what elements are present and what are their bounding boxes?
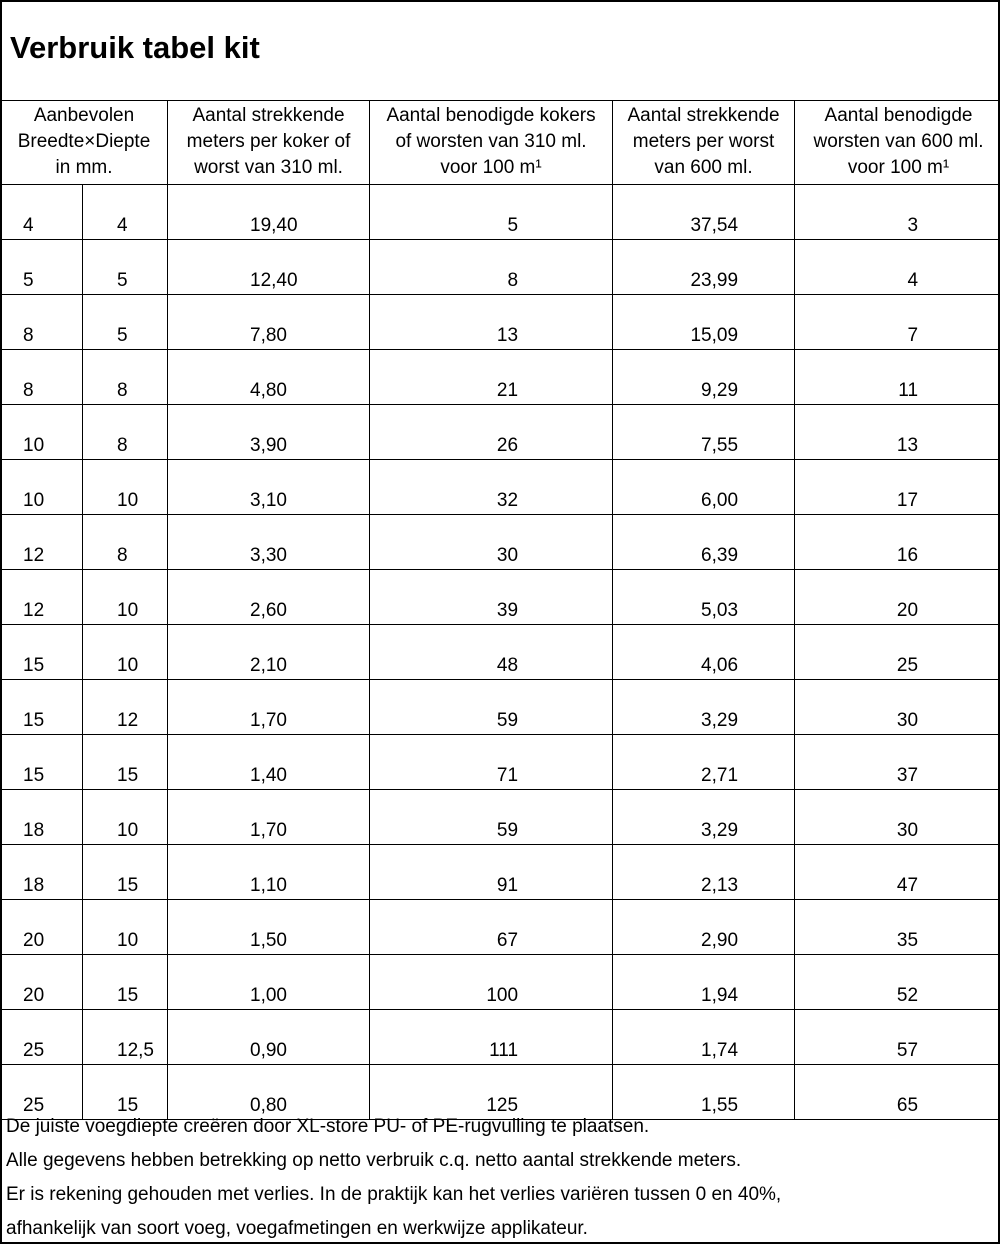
- table-row: [1, 735, 1000, 790]
- count-310-cell: 8: [370, 240, 613, 295]
- meters-600-cell: 23,99: [613, 240, 795, 295]
- depth-cell: 5: [83, 240, 168, 295]
- count-310-cell: 5: [370, 185, 613, 240]
- count-600-cell: 25: [795, 625, 1000, 680]
- table-row: [1, 405, 1000, 460]
- count-310-cell: 21: [370, 350, 613, 405]
- table-row: [1, 570, 1000, 625]
- depth-cell: 8: [83, 350, 168, 405]
- meters-600-cell: 3,29: [613, 680, 795, 735]
- meters-600-cell: 6,39: [613, 515, 795, 570]
- meters-310-cell: 3,90: [168, 405, 370, 460]
- count-600-cell: 37: [795, 735, 1000, 790]
- count-600-cell: 57: [795, 1010, 1000, 1065]
- count-310-cell: 111: [370, 1010, 613, 1065]
- footnote-line: De juiste voegdiepte creëren door XL-store PU- of PE-rugvulling te plaatsen.: [6, 1110, 781, 1144]
- footnote-line: afhankelijk van soort voeg, voegafmetingen en werkwijze applikateur.: [6, 1212, 781, 1246]
- meters-310-cell: 19,40: [168, 185, 370, 240]
- meters-310-cell: 2,10: [168, 625, 370, 680]
- depth-cell: 10: [83, 625, 168, 680]
- meters-310-cell: 7,80: [168, 295, 370, 350]
- count-310-cell: 39: [370, 570, 613, 625]
- footnote-line: Er is rekening gehouden met verlies. In de praktijk kan het verlies variëren tussen 0 en 40%,: [6, 1178, 781, 1212]
- width-cell: 12: [1, 570, 83, 625]
- meters-600-cell: 5,03: [613, 570, 795, 625]
- meters-310-cell: 1,10: [168, 845, 370, 900]
- meters-310-cell: 1,40: [168, 735, 370, 790]
- table-row: [1, 625, 1000, 680]
- depth-cell: 10: [83, 570, 168, 625]
- meters-310-cell: 12,40: [168, 240, 370, 295]
- count-600-cell: 11: [795, 350, 1000, 405]
- count-600-cell: 30: [795, 680, 1000, 735]
- header-meters-600: Aantal strekkende meters per worst van 600 ml.: [613, 101, 795, 185]
- count-600-cell: 65: [795, 1065, 1000, 1120]
- count-600-cell: 7: [795, 295, 1000, 350]
- meters-600-cell: 2,13: [613, 845, 795, 900]
- meters-600-cell: 2,71: [613, 735, 795, 790]
- meters-600-cell: 15,09: [613, 295, 795, 350]
- header-meters-310: Aantal strekkende meters per koker of worst van 310 ml.: [168, 101, 370, 185]
- meters-310-cell: 1,50: [168, 900, 370, 955]
- header-row: [1, 101, 1000, 185]
- depth-cell: 5: [83, 295, 168, 350]
- meters-600-cell: 6,00: [613, 460, 795, 515]
- table-body: [1, 185, 1000, 1120]
- depth-cell: 12: [83, 680, 168, 735]
- page-title: Verbruik tabel kit: [10, 32, 260, 63]
- meters-600-cell: 1,55: [613, 1065, 795, 1120]
- width-cell: 18: [1, 845, 83, 900]
- count-310-cell: 32: [370, 460, 613, 515]
- depth-cell: 15: [83, 955, 168, 1010]
- width-cell: 15: [1, 735, 83, 790]
- footnote-line: Alle gegevens hebben betrekking op netto verbruik c.q. netto aantal strekkende meters.: [6, 1144, 781, 1178]
- meters-310-cell: 3,10: [168, 460, 370, 515]
- meters-600-cell: 2,90: [613, 900, 795, 955]
- meters-600-cell: 4,06: [613, 625, 795, 680]
- table-row: [1, 845, 1000, 900]
- header-dimensions: Aanbevolen Breedte×Diepte in mm.: [1, 101, 168, 185]
- table-row: [1, 185, 1000, 240]
- meters-600-cell: 3,29: [613, 790, 795, 845]
- count-600-cell: 35: [795, 900, 1000, 955]
- width-cell: 5: [1, 240, 83, 295]
- width-cell: 15: [1, 625, 83, 680]
- meters-600-cell: 1,94: [613, 955, 795, 1010]
- depth-cell: 15: [83, 735, 168, 790]
- count-600-cell: 17: [795, 460, 1000, 515]
- table-row: [1, 350, 1000, 405]
- meters-600-cell: 37,54: [613, 185, 795, 240]
- width-cell: 8: [1, 350, 83, 405]
- count-600-cell: 20: [795, 570, 1000, 625]
- table-row: [1, 955, 1000, 1010]
- count-600-cell: 3: [795, 185, 1000, 240]
- depth-cell: 10: [83, 460, 168, 515]
- table-row: [1, 515, 1000, 570]
- count-600-cell: 13: [795, 405, 1000, 460]
- meters-310-cell: 0,90: [168, 1010, 370, 1065]
- table-row: [1, 790, 1000, 845]
- depth-cell: 4: [83, 185, 168, 240]
- meters-600-cell: 9,29: [613, 350, 795, 405]
- meters-310-cell: 1,00: [168, 955, 370, 1010]
- count-310-cell: 26: [370, 405, 613, 460]
- table-row: [1, 460, 1000, 515]
- header-count-600: Aantal benodigde worsten van 600 ml. voor 100 m¹: [795, 101, 1000, 185]
- footnotes: [6, 1110, 781, 1246]
- depth-cell: 8: [83, 515, 168, 570]
- width-cell: 25: [1, 1065, 83, 1120]
- width-cell: 18: [1, 790, 83, 845]
- count-600-cell: 4: [795, 240, 1000, 295]
- meters-310-cell: 1,70: [168, 790, 370, 845]
- width-cell: 4: [1, 185, 83, 240]
- count-310-cell: 71: [370, 735, 613, 790]
- meters-310-cell: 0,80: [168, 1065, 370, 1120]
- count-600-cell: 16: [795, 515, 1000, 570]
- consumption-table: [0, 100, 1000, 1120]
- count-600-cell: 30: [795, 790, 1000, 845]
- count-310-cell: 59: [370, 680, 613, 735]
- count-310-cell: 48: [370, 625, 613, 680]
- depth-cell: 12,5: [83, 1010, 168, 1065]
- table-row: [1, 240, 1000, 295]
- depth-cell: 10: [83, 790, 168, 845]
- count-310-cell: 30: [370, 515, 613, 570]
- width-cell: 10: [1, 405, 83, 460]
- width-cell: 12: [1, 515, 83, 570]
- depth-cell: 10: [83, 900, 168, 955]
- depth-cell: 8: [83, 405, 168, 460]
- header-count-310: Aantal benodigde kokers of worsten van 310 ml. voor 100 m¹: [370, 101, 613, 185]
- width-cell: 20: [1, 900, 83, 955]
- table-row: [1, 295, 1000, 350]
- meters-310-cell: 1,70: [168, 680, 370, 735]
- count-600-cell: 52: [795, 955, 1000, 1010]
- depth-cell: 15: [83, 1065, 168, 1120]
- width-cell: 20: [1, 955, 83, 1010]
- meters-600-cell: 1,74: [613, 1010, 795, 1065]
- meters-310-cell: 4,80: [168, 350, 370, 405]
- width-cell: 15: [1, 680, 83, 735]
- meters-310-cell: 2,60: [168, 570, 370, 625]
- meters-600-cell: 7,55: [613, 405, 795, 460]
- count-600-cell: 47: [795, 845, 1000, 900]
- depth-cell: 15: [83, 845, 168, 900]
- count-310-cell: 100: [370, 955, 613, 1010]
- count-310-cell: 125: [370, 1065, 613, 1120]
- count-310-cell: 13: [370, 295, 613, 350]
- table-row: [1, 900, 1000, 955]
- meters-310-cell: 3,30: [168, 515, 370, 570]
- table-row: [1, 1010, 1000, 1065]
- width-cell: 10: [1, 460, 83, 515]
- count-310-cell: 67: [370, 900, 613, 955]
- table-row: [1, 680, 1000, 735]
- width-cell: 25: [1, 1010, 83, 1065]
- count-310-cell: 59: [370, 790, 613, 845]
- width-cell: 8: [1, 295, 83, 350]
- count-310-cell: 91: [370, 845, 613, 900]
